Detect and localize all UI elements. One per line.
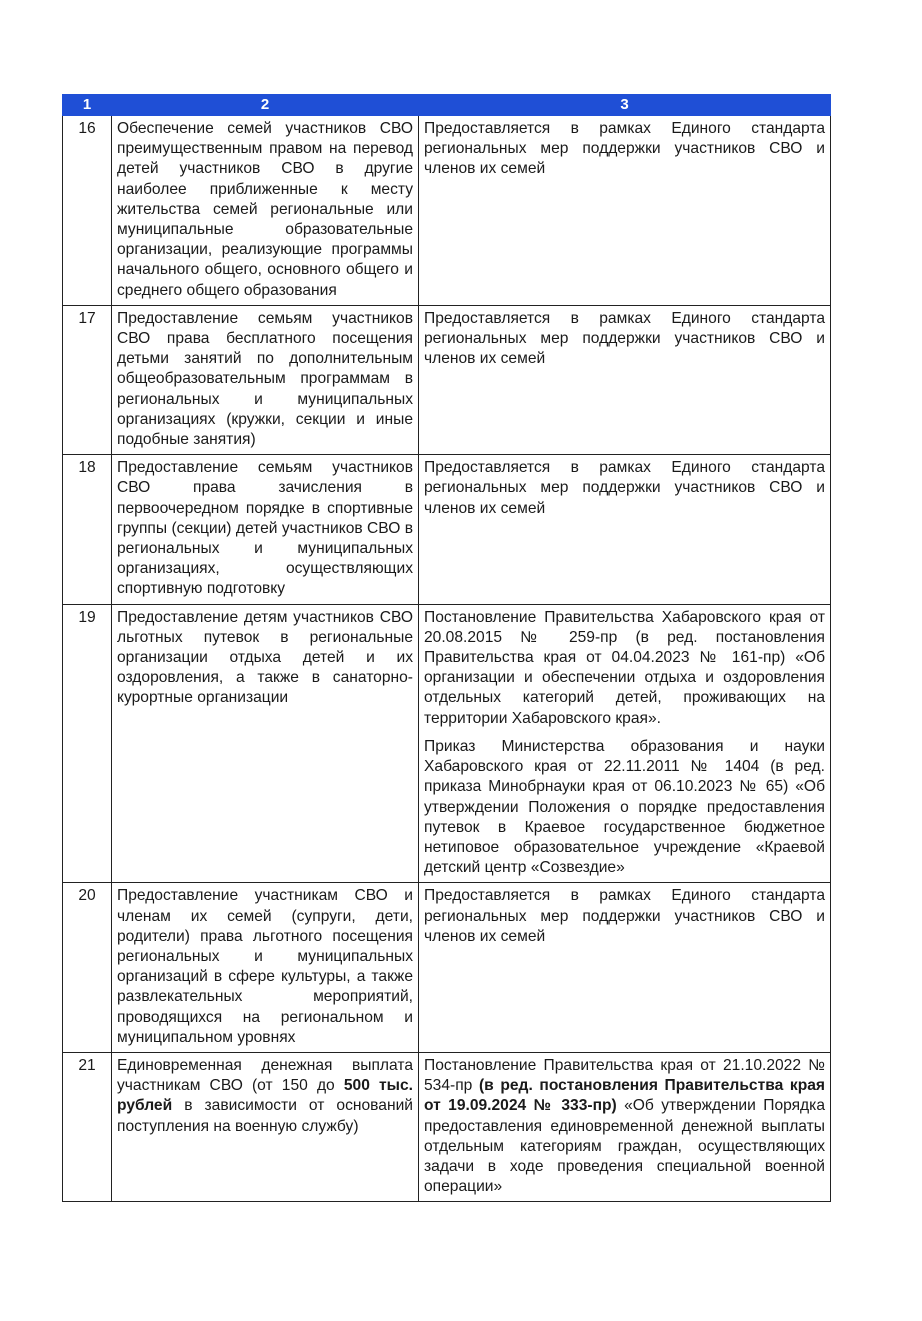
basis-text: Приказ Министерства образования и науки Хабаровского края от 22.11.2011 № 1404 (в ред. приказа Минобрнауки края от 06.10.2023 № 65) «Об утверждении Положения о порядке предоставления путевок в Краевое государственное бюджетное нетиповое образовательное учреждение «Краевой детский центр «Созвездие» <box>424 737 825 877</box>
row-number: 20 <box>63 883 112 1053</box>
basis-cell <box>419 455 831 604</box>
basis-cell <box>419 1052 831 1201</box>
measure-cell <box>112 116 419 306</box>
row-number: 18 <box>63 455 112 604</box>
measure-text <box>117 1056 413 1137</box>
header-col-3: 3 <box>419 95 831 116</box>
measure-text-part: Единовременная денежная выплата участникам СВО (от 150 до <box>117 1056 413 1095</box>
support-measures-table <box>62 94 831 1202</box>
table-row <box>63 604 831 883</box>
table-row <box>63 305 831 454</box>
row-number: 17 <box>63 305 112 454</box>
measure-text: Предоставление семьям участников СВО права зачисления в первоочередном порядке в спортивные группы (секции) детей участников СВО в региональных и муниципальных организациях, осуществляющих спортивную подготовку <box>117 459 413 598</box>
measure-text-bold: 500 тыс. рублей <box>117 1077 413 1115</box>
basis-text: Предоставляется в рамках Единого стандарта региональных мер поддержки участников СВО и членов их семей <box>424 120 825 178</box>
table-header-row <box>63 95 831 116</box>
basis-cell <box>419 116 831 306</box>
measure-text: Обеспечение семей участников СВО преимущественным правом на перевод детей участников СВО в другие наиболее приближенные к месту жительства семей региональные или муниципальные образовательные организации, реализующие программы начального общего, основного общего и среднего общего образования <box>117 120 413 299</box>
basis-text-bold: (в ред. постановления Правительства края от 19.09.2024 № 333-пр) <box>424 1077 825 1115</box>
measure-text: Предоставление детям участников СВО льготных путевок в региональные организации отдыха детей и их оздоровления, а также в санаторно-курортные организации <box>117 608 413 707</box>
row-number: 16 <box>63 116 112 306</box>
basis-text: Постановление Правительства Хабаровского края от 20.08.2015 № 259-пр (в ред. постановления Правительства края от 04.04.2023 № 161-пр) «Об организации и обеспечении отдыха и оздоровления отдельных категорий детей, проживающих на территории Хабаровского края». <box>424 608 825 727</box>
table-row <box>63 116 831 306</box>
basis-text-part: «Об утверждении Порядка предоставления единовременной денежной выплаты отдельным категориям граждан, осуществляющих задачи в ходе проведения специальной военной операции» <box>424 1097 825 1196</box>
table-row <box>63 1052 831 1201</box>
measure-text-part: в зависимости от оснований поступления на военную службу) <box>117 1097 413 1135</box>
measure-cell <box>112 305 419 454</box>
header-col-1: 1 <box>63 95 112 116</box>
basis-cell <box>419 305 831 454</box>
measure-cell <box>112 1052 419 1201</box>
basis-cell <box>419 604 831 883</box>
table-row <box>63 883 831 1053</box>
basis-text: Предоставляется в рамках Единого стандарта региональных мер поддержки участников СВО и членов их семей <box>424 459 825 517</box>
measure-text: Предоставление участникам СВО и членам их семей (супруги, дети, родители) права льготного посещения региональных и муниципальных организаций в сфере культуры, а также развлекательных мероприятий, проводящихся на региональном и муниципальном уровнях <box>117 887 413 1046</box>
basis-text: Предоставляется в рамках Единого стандарта региональных мер поддержки участников СВО и членов их семей <box>424 887 825 945</box>
basis-text-part: Постановление Правительства края от 21.10.2022 № 534-пр <box>424 1056 825 1095</box>
basis-cell <box>419 883 831 1053</box>
basis-text: Предоставляется в рамках Единого стандарта региональных мер поддержки участников СВО и членов их семей <box>424 309 825 368</box>
measure-cell <box>112 604 419 883</box>
measure-text: Предоставление семьям участников СВО права бесплатного посещения детьми занятий по дополнительным общеобразовательным программам в региональных и муниципальных организациях (кружки, секции и иные подобные занятия) <box>117 309 413 449</box>
row-number: 19 <box>63 604 112 883</box>
header-col-2: 2 <box>112 95 419 116</box>
table-row <box>63 455 831 604</box>
row-number: 21 <box>63 1052 112 1201</box>
measure-cell <box>112 455 419 604</box>
basis-text <box>424 1056 825 1197</box>
measure-cell <box>112 883 419 1053</box>
